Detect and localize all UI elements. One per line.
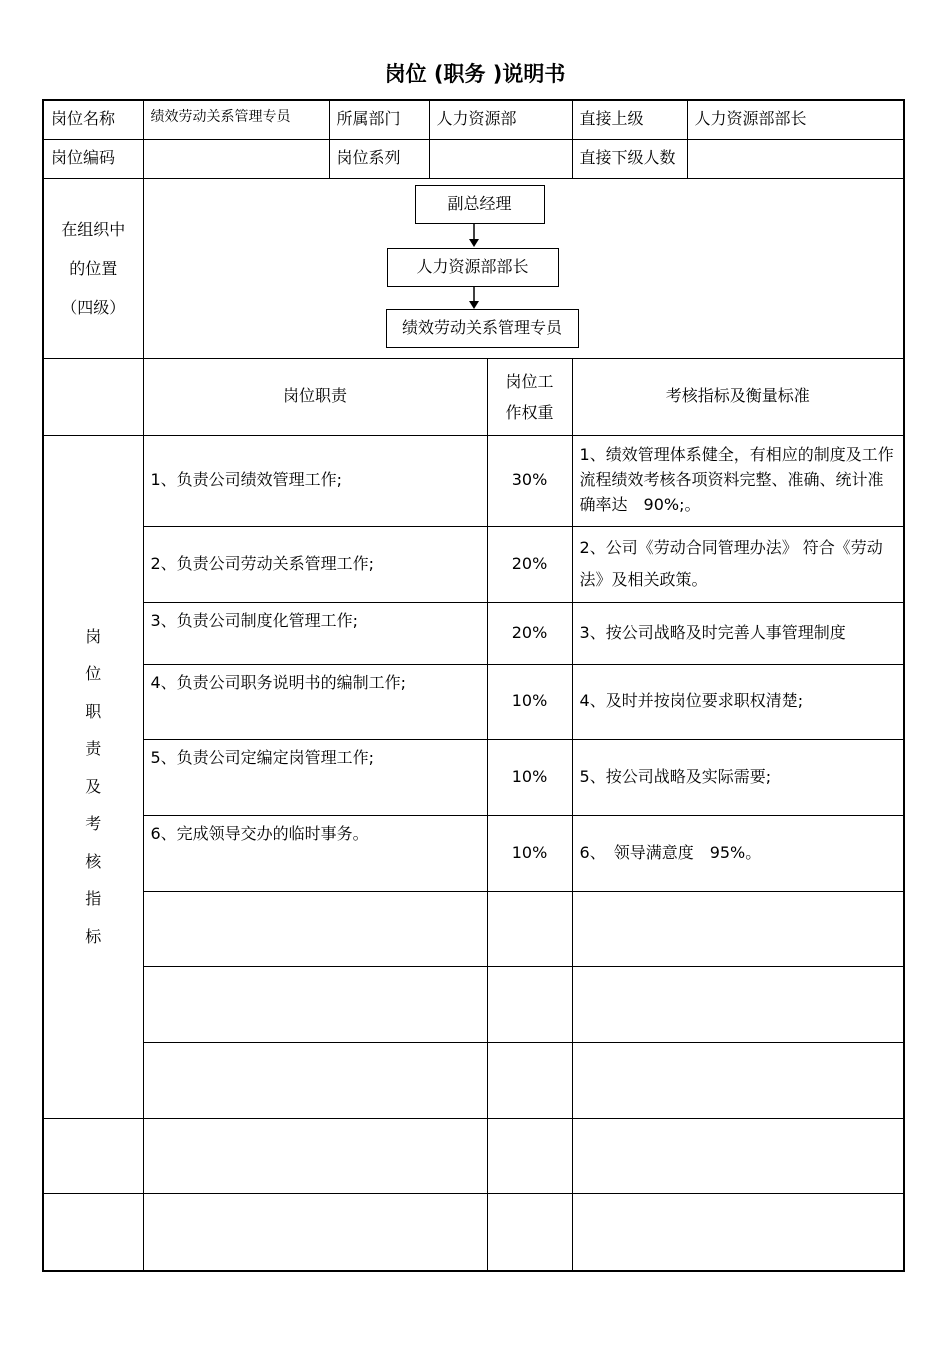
- duty-weight: 30%: [487, 435, 572, 526]
- empty-cell: [43, 358, 143, 435]
- weight-header: [487, 358, 572, 435]
- duty-kpi: 5、按公司战略及实际需要;: [572, 739, 904, 815]
- department-label: 所属部门: [329, 100, 429, 139]
- empty-cell: [143, 891, 487, 966]
- duty-weight: 20%: [487, 526, 572, 602]
- empty-cell: [43, 1193, 143, 1271]
- org-box-hr-head: 人力资源部部长: [387, 248, 559, 287]
- duty-weight: 10%: [487, 739, 572, 815]
- side-char: 位: [85, 664, 102, 684]
- series-value: [429, 139, 572, 178]
- org-arrowhead: [469, 239, 479, 247]
- superior-label: 直接上级: [572, 100, 687, 139]
- duty-header: 岗位职责: [143, 358, 487, 435]
- position-name-value: 绩效劳动关系管理专员: [143, 100, 329, 139]
- subordinates-label: 直接下级人数: [572, 139, 687, 178]
- empty-cell: [572, 1193, 904, 1271]
- org-chart: [144, 179, 904, 357]
- side-char: 及: [85, 776, 102, 796]
- org-label-line: 的位置: [69, 258, 118, 278]
- side-char: 职: [85, 701, 102, 721]
- org-position-label: [43, 178, 143, 358]
- position-code-value: [143, 139, 329, 178]
- empty-cell: [572, 1118, 904, 1193]
- series-label: 岗位系列: [329, 139, 429, 178]
- position-code-label: 岗位编码: [43, 139, 143, 178]
- empty-cell: [487, 1193, 572, 1271]
- side-char: 责: [85, 739, 102, 759]
- org-arrowhead: [469, 301, 479, 309]
- org-box-vice-gm: 副总经理: [415, 185, 545, 224]
- superior-value: 人力资源部部长: [687, 100, 904, 139]
- empty-cell: [487, 1042, 572, 1118]
- duty-kpi: 2、公司《劳动合同管理办法》 符合《劳动法》及相关政策。: [572, 526, 904, 602]
- empty-cell: [572, 966, 904, 1042]
- org-box-this-position: 绩效劳动关系管理专员: [386, 309, 579, 348]
- duty-text: 5、负责公司定编定岗管理工作;: [143, 739, 487, 815]
- weight-header-line: 岗位工: [505, 371, 554, 391]
- duty-weight: 10%: [487, 664, 572, 739]
- side-char: 指: [85, 889, 102, 909]
- side-char: 岗: [85, 626, 102, 646]
- empty-cell: [572, 891, 904, 966]
- weight-header-line: 作权重: [505, 402, 554, 422]
- document-title: 岗位 (职务 )说明书: [384, 62, 566, 86]
- duty-kpi: 6、 领导满意度 95%。: [572, 815, 904, 891]
- empty-cell: [572, 1042, 904, 1118]
- empty-cell: [43, 1118, 143, 1193]
- position-name-label: 岗位名称: [43, 100, 143, 139]
- empty-cell: [143, 1042, 487, 1118]
- duty-weight: 10%: [487, 815, 572, 891]
- department-value: 人力资源部: [429, 100, 572, 139]
- subordinates-value: [687, 139, 904, 178]
- org-label-line: 在组织中: [61, 219, 126, 239]
- empty-cell: [143, 966, 487, 1042]
- empty-cell: [487, 966, 572, 1042]
- side-char: 标: [85, 926, 102, 946]
- side-char: 核: [85, 851, 102, 871]
- empty-cell: [487, 891, 572, 966]
- org-label-line: （四级）: [61, 297, 126, 317]
- duty-text: 4、负责公司职务说明书的编制工作;: [143, 664, 487, 739]
- job-description-table: [42, 99, 905, 1272]
- org-chart-cell: [143, 178, 904, 358]
- duty-kpi: 3、按公司战略及时完善人事管理制度: [572, 602, 904, 664]
- empty-cell: [487, 1118, 572, 1193]
- duty-kpi: 4、及时并按岗位要求职权清楚;: [572, 664, 904, 739]
- duties-side-label: [43, 435, 143, 1118]
- kpi-header: 考核指标及衡量标准: [572, 358, 904, 435]
- duty-weight: 20%: [487, 602, 572, 664]
- duty-text: 3、负责公司制度化管理工作;: [143, 602, 487, 664]
- duty-text: 2、负责公司劳动关系管理工作;: [143, 526, 487, 602]
- duty-text: 6、完成领导交办的临时事务。: [143, 815, 487, 891]
- duty-kpi: 1、绩效管理体系健全，有相应的制度及工作流程绩效考核各项资料完整、准确、统计准确率达 90%;。: [572, 435, 904, 526]
- empty-cell: [143, 1193, 487, 1271]
- side-char: 考: [85, 814, 102, 834]
- duty-text: 1、负责公司绩效管理工作;: [143, 435, 487, 526]
- empty-cell: [143, 1118, 487, 1193]
